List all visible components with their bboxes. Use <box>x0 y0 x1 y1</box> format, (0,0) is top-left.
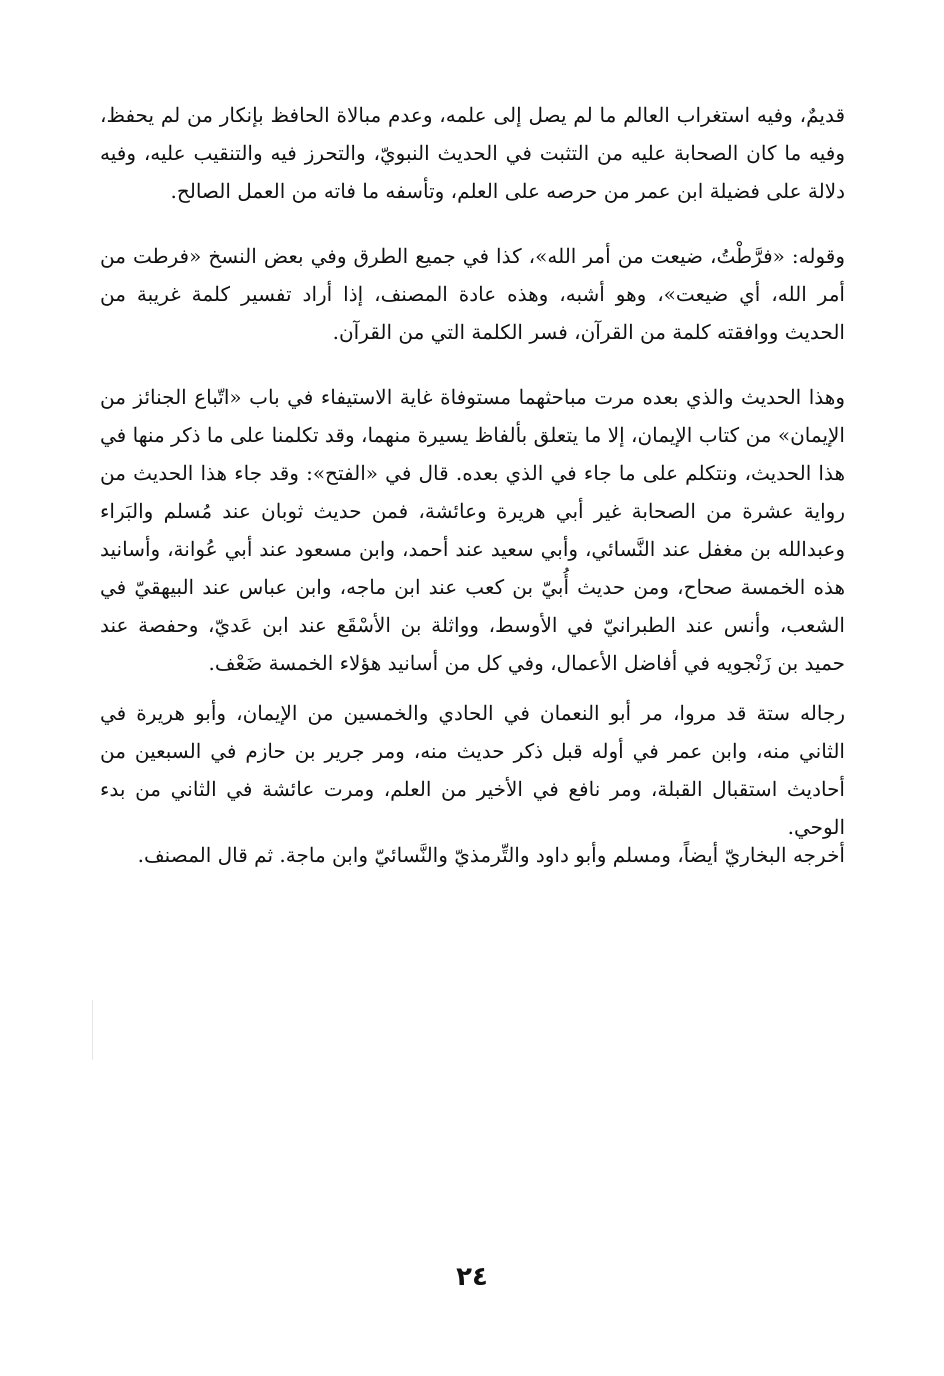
paragraph-1 <box>100 96 845 210</box>
scan-mark <box>92 1000 93 1060</box>
paragraph-text: وهذا الحديث والذي بعده مرت مباحثهما مستوفاة غاية الاستيفاء في باب «اتّباع الجنائز من الإيمان» من كتاب الإيمان، إلا ما يتعلق بألفاظ يسيرة منهما، وقد تكلمنا على ما ذكر منها في هذا الحديث، ونتكلم على ما جاء في الذي بعده. قال في «الفتح»: وقد جاء هذا الحديث من رواية عشرة من الصحابة غير أبي هريرة وعائشة، فمن حديث ثوبان عند مُسلم والبَراء وعبدالله بن مغفل عند النَّسائي، وأبي سعيد عند أحمد، وابن مسعود عند أبي عُوانة، وأسانيد هذه الخمسة صحاح، ومن حديث أُبيّ بن كعب عند ابن ماجه، وابن عباس عند البيهقيّ في الشعب، وأنس عند الطبرانيّ في الأوسط، وواثلة بن الأسْقَع عند ابن عَديّ، وحفصة عند حميد بن زَنْجويه في أفاضل الأعمال، وفي كل من أسانيد هؤلاء الخمسة ضَعْف. <box>100 385 845 675</box>
paragraph-5 <box>100 836 845 874</box>
paragraph-text: أخرجه البخاريّ أيضاً، ومسلم وأبو داود والتِّرمذيّ والنَّسائيّ وابن ماجة. ثم قال المصنف. <box>137 843 845 867</box>
paragraph-text: وقوله: «فرَّطْتُ، ضيعت من أمر الله»، كذا في جميع الطرق وفي بعض النسخ «فرطت من أمر الله، أي ضيعت»، وهو أشبه، وهذه عادة المصنف، إذا أراد تفسير كلمة غريبة من الحديث ووافقته كلمة من القرآن، فسر الكلمة التي من القرآن. <box>100 244 845 344</box>
paragraph-text: قديمٌ، وفيه استغراب العالم ما لم يصل إلى علمه، وعدم مبالاة الحافظ بإنكار من لم يحفظ، وفيه ما كان الصحابة عليه من التثبت في الحديث النبويّ، والتحرز فيه والتنقيب عليه، وفيه دلالة على فضيلة ابن عمر من حرصه على العلم، وتأسفه ما فاته من العمل الصالح. <box>100 103 845 203</box>
page-number: ٢٤ <box>456 1262 488 1292</box>
paragraph-2 <box>100 237 845 351</box>
paragraph-3 <box>100 378 845 682</box>
paragraph-text: رجاله ستة قد مروا، مر أبو النعمان في الحادي والخمسين من الإيمان، وأبو هريرة في الثاني منه، وابن عمر في أوله قبل ذكر حديث منه، ومر جرير بن حازم في السبعين من أحاديث استقبال القبلة، ومر نافع في الأخير من العلم، ومرت عائشة في الثاني من بدء الوحي. <box>100 701 845 839</box>
paragraph-4 <box>100 694 845 846</box>
